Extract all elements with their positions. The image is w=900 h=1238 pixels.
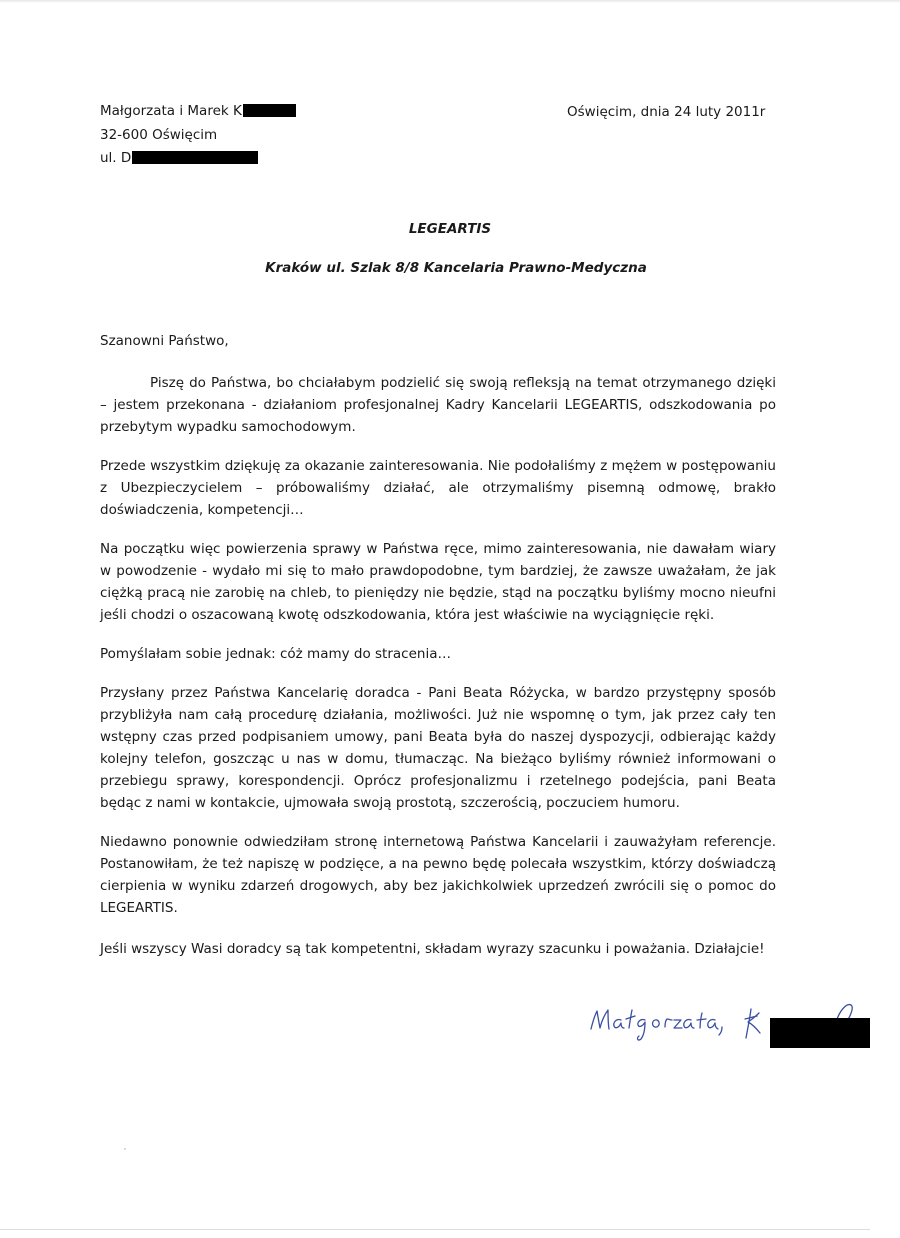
sender-street-line bbox=[100, 147, 296, 171]
sender-name-line bbox=[100, 100, 296, 124]
sender-name: Małgorzata i Marek K bbox=[100, 103, 242, 119]
handwritten-signature bbox=[585, 995, 875, 1055]
paragraph-1: Piszę do Państwa, bo chciałabym podzielić się swoją refleksją na temat otrzymanego dzięki – jestem przekonana - działaniom profesjonalnej Kadry Kancelarii LEGEARTIS, odszkodowania po przebytym wypadku samochodowym. bbox=[100, 375, 776, 435]
letter-date: Oświęcim, dnia 24 luty 2011r bbox=[567, 104, 766, 120]
redaction-bar bbox=[132, 151, 258, 164]
redaction-bar bbox=[243, 104, 296, 117]
paragraph-4: Pomyślałam sobie jednak: cóż mamy do stracenia… bbox=[100, 646, 451, 662]
sender-street: ul. D bbox=[100, 150, 132, 166]
paragraph-3: Na początku więc powierzenia sprawy w Państwa ręce, mimo zainteresowania, nie dawałam wiary w powodzenie - wydało mi się to mało prawdopodobne, tym bardziej, że zawsze uważałam, że jak ciężką pracą nie zarobię na chleb, to pieniędzy nie będzie, stąd na początku byliśmy mocno nieufni jeśli chodzi o oszacowaną kwotę odszkodowania, która jest właściwie na wyciągnięcie ręki. bbox=[100, 541, 776, 623]
redaction-bar bbox=[770, 1018, 870, 1048]
paragraph-6: Niedawno ponownie odwiedziłam stronę internetową Państwa Kancelarii i zauważyłam referencje. Postanowiłam, że też napiszę w podzięce, a na pewno będę polecała wszystkim, którzy doświadczą cierpienia w wyniku zdarzeń drogowych, aby bez jakichkolwiek uprzedzeń zwrócili się o pomoc do LEGEARTIS. bbox=[100, 834, 776, 916]
paragraph-7: Jeśli wszyscy Wasi doradcy są tak kompetentni, składam wyrazy szacunku i poważania. Działajcie! bbox=[100, 941, 765, 957]
salutation: Szanowni Państwo, bbox=[100, 333, 229, 349]
sender-postal: 32-600 Oświęcim bbox=[100, 126, 218, 143]
paragraph-2: Przede wszystkim dziękuję za okazanie zainteresowania. Nie podołaliśmy z mężem w postępowaniu z Ubezpieczycielem – próbowaliśmy działać, ale otrzymaliśmy pisemną odmowę, brakło doświadczenia, kompetencji… bbox=[100, 458, 776, 518]
sender-block bbox=[100, 100, 296, 171]
recipient-address: Kraków ul. Szlak 8/8 Kancelaria Prawno-Medyczna bbox=[265, 260, 647, 276]
scan-edge-top bbox=[0, 0, 900, 3]
paragraph-5: Przysłany przez Państwa Kancelarię doradca - Pani Beata Różycka, w bardzo przystępny sposób przybliżyła nam całą procedurę działania, możliwości. Już nie wspomnę o tym, jak przez cały ten wstępny czas przed podpisaniem umowy, pani Beata była do naszej dyspozycji, odbierając każdy kolejny telefon, goszcząc u nas w domu, tłumacząc. Na bieżąco byliśmy również informowani o przebiegu sprawy, korespondencji. Oprócz profesjonalizmu i rzetelnego podejścia, pani Beata będąc z nami w kontakcie, ujmowała swoją prostotą, szczerością, poczuciem humoru. bbox=[100, 685, 776, 811]
scan-speck bbox=[124, 1148, 126, 1150]
scan-edge-bottom bbox=[0, 1229, 870, 1230]
recipient-name: LEGEARTIS bbox=[408, 221, 492, 237]
